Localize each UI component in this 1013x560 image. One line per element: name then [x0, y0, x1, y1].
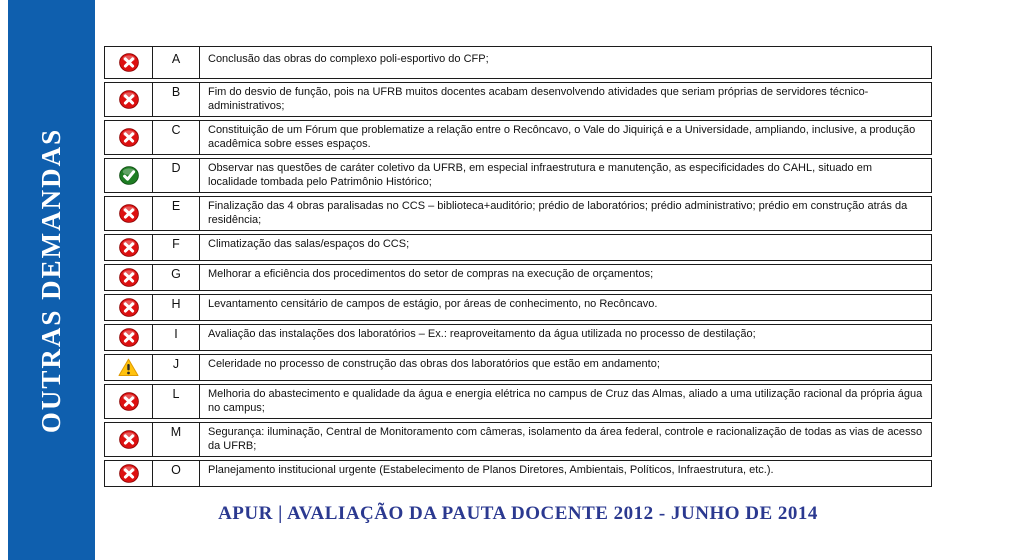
row-text: Planejamento institucional urgente (Estabelecimento de Planos Diretores, Ambientais, Políticos, Infraestrutura, etc.). — [208, 464, 774, 476]
status-cell — [105, 325, 153, 350]
row-text: Fim do desvio de função, pois na UFRB muitos docentes acabam desenvolvendo atividades que seriam próprias de servidores técnico-administrativos; — [208, 86, 869, 112]
table-row — [104, 294, 932, 321]
demands-table — [104, 46, 932, 487]
red-x-circle-icon — [119, 464, 139, 483]
red-x-circle-icon — [119, 430, 139, 449]
row-text: Avaliação das instalações dos laboratórios – Ex.: reaproveitamento da água utilizada no processo de destilação; — [208, 328, 756, 340]
row-letter: C — [153, 121, 200, 154]
row-text: Levantamento censitário de campos de estágio, por áreas de conhecimento, no Recôncavo. — [208, 298, 658, 310]
row-letter: O — [153, 461, 200, 486]
sidebar — [8, 0, 95, 560]
green-check-circle-icon — [119, 166, 139, 185]
row-text: Celeridade no processo de construção das obras dos laboratórios que estão em andamento; — [208, 358, 660, 370]
table-row — [104, 460, 932, 487]
red-x-circle-icon — [119, 298, 139, 317]
yellow-warning-triangle-icon — [118, 358, 139, 377]
footer-caption: APUR | AVALIAÇÃO DA PAUTA DOCENTE 2012 - JUNHO DE 2014 — [218, 503, 818, 524]
red-x-circle-icon — [119, 204, 139, 223]
row-text: Constituição de um Fórum que problematize a relação entre o Recôncavo, o Vale do Jiquiriçá e a Universidade, ampliando, inclusive, a produção acadêmica sobre esses espaços. — [208, 124, 916, 150]
row-letter: D — [153, 159, 200, 192]
row-text: Conclusão das obras do complexo poli-esportivo do CFP; — [208, 53, 489, 65]
red-x-circle-icon — [119, 238, 139, 257]
row-text: Melhorar a eficiência dos procedimentos do setor de compras na execução de orçamentos; — [208, 268, 654, 280]
row-letter: G — [153, 265, 200, 290]
row-letter: L — [153, 385, 200, 418]
status-cell — [105, 235, 153, 260]
row-letter: B — [153, 83, 200, 116]
status-cell — [105, 355, 153, 380]
row-letter: J — [153, 355, 200, 380]
table-row — [104, 120, 932, 155]
status-cell — [105, 197, 153, 230]
table-row — [104, 196, 932, 231]
row-text: Observar nas questões de caráter coletivo da UFRB, em especial infraestrutura e manutenção, as especificidades do CAHL, situado em localidade tombada pelo Patrimônio Histórico; — [208, 162, 873, 188]
red-x-circle-icon — [119, 53, 139, 72]
status-cell — [105, 295, 153, 320]
row-letter: F — [153, 235, 200, 260]
table-row — [104, 324, 932, 351]
status-cell — [105, 461, 153, 486]
table-row — [104, 158, 932, 193]
status-cell — [105, 83, 153, 116]
row-text: Segurança: iluminação, Central de Monitoramento com câmeras, isolamento da área federal, controle e racionalização de todas as vias de acesso da UFRB; — [208, 426, 923, 452]
red-x-circle-icon — [119, 268, 139, 287]
table-row — [104, 46, 932, 79]
red-x-circle-icon — [119, 392, 139, 411]
red-x-circle-icon — [119, 128, 139, 147]
row-text: Finalização das 4 obras paralisadas no CCS – biblioteca+auditório; prédio de laboratórios; prédio administrativo; prédio em construção atrás da residência; — [208, 200, 908, 226]
row-text: Climatização das salas/espaços do CCS; — [208, 238, 410, 250]
row-letter: M — [153, 423, 200, 456]
status-cell — [105, 159, 153, 192]
sidebar-title: OUTRAS DEMANDAS — [36, 127, 66, 433]
red-x-circle-icon — [119, 328, 139, 347]
row-letter: A — [153, 47, 200, 78]
row-letter: H — [153, 295, 200, 320]
status-cell — [105, 47, 153, 78]
table-row — [104, 354, 932, 381]
table-row — [104, 384, 932, 419]
status-cell — [105, 385, 153, 418]
table-row — [104, 264, 932, 291]
table-row — [104, 234, 932, 261]
row-letter: E — [153, 197, 200, 230]
status-cell — [105, 423, 153, 456]
status-cell — [105, 121, 153, 154]
row-letter: I — [153, 325, 200, 350]
status-cell — [105, 265, 153, 290]
red-x-circle-icon — [119, 90, 139, 109]
table-row — [104, 82, 932, 117]
table-row — [104, 422, 932, 457]
row-text: Melhoria do abastecimento e qualidade da água e energia elétrica no campus de Cruz das Almas, aliado a uma utilização racional da própria água no campus; — [208, 388, 923, 414]
